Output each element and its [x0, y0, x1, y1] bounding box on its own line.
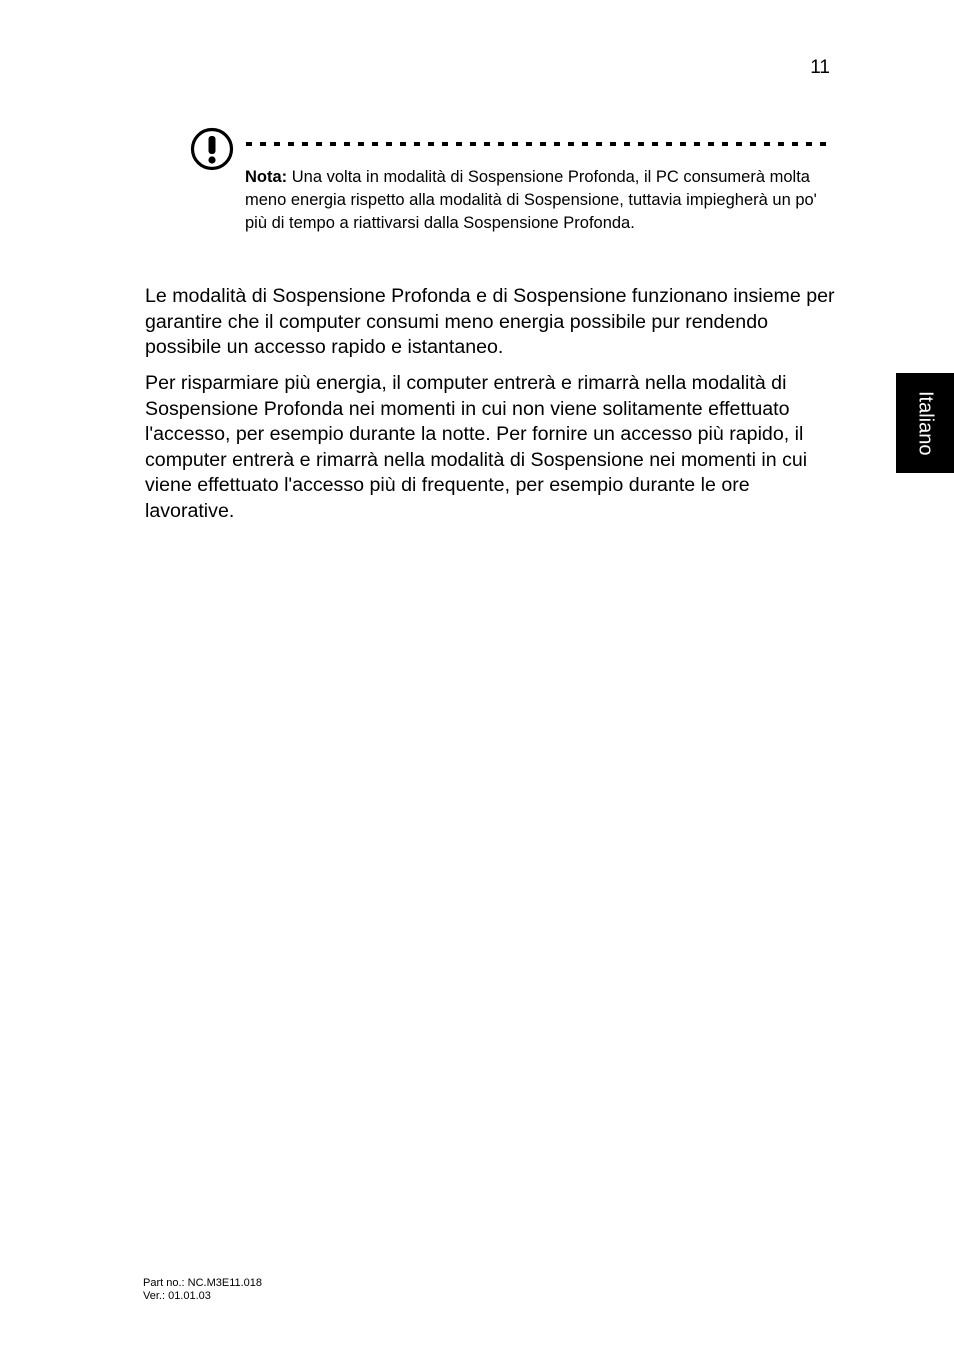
paragraph: Per risparmiare più energia, il computer entrerà e rimarrà nella modalità di Sospensione Profonda nei momenti in cui non viene solitamente effettuato l'accesso, per esempio durante la notte. Per fornire un accesso più rapido, il computer entrerà e rimarrà nella modalità di Sospensione nei momenti in cui viene effettuato l'accesso più di frequente, per esempio durante le ore lavorative. [145, 372, 808, 522]
exclamation-circle-icon [189, 126, 235, 172]
note-label: Nota: [245, 168, 288, 186]
note-body: Una volta in modalità di Sospensione Profonda, il PC consumerà molta meno energia rispetto alla modalità di Sospensione, tuttavia impiegherà un po' più di tempo a riattivarsi dalla Sospensione Profonda. [245, 168, 817, 233]
language-tab [896, 373, 954, 473]
footer-part-number: Part no.: NC.M3E11.018 [143, 1277, 263, 1289]
footer [143, 1277, 262, 1303]
note-text [245, 166, 835, 236]
page-number: 11 [810, 57, 830, 78]
language-tab-label: Italiano [914, 390, 937, 456]
footer-version: Ver.: 01.01.03 [143, 1290, 211, 1302]
note-divider [246, 142, 830, 146]
paragraph: Le modalità di Sospensione Profonda e di Sospensione funzionano insieme per garantire che il computer consumi meno energia possibile pur rendendo possibile un accesso rapido e istantaneo. [145, 285, 835, 358]
